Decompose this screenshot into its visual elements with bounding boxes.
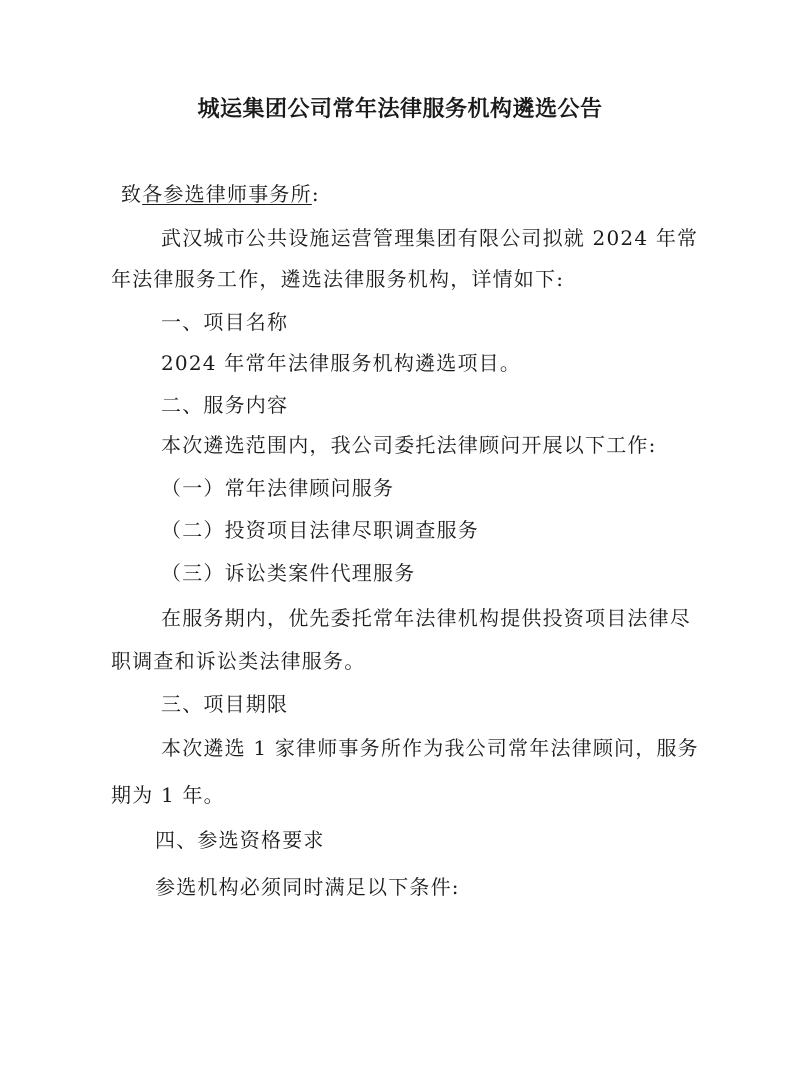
section-2-note-line-1: 在服务期内，优先委托常年法律机构提供投资项目法律尽 — [161, 606, 691, 630]
salutation-colon: : — [311, 182, 320, 206]
salutation-prefix: 致 — [121, 182, 143, 206]
section-1-heading: 一、项目名称 — [161, 310, 289, 334]
intro-line-2: 年法律服务工作，遴选法律服务机构，详情如下: — [111, 267, 565, 291]
section-2-intro: 本次遴选范围内，我公司委托法律顾问开展以下工作: — [161, 433, 657, 457]
section-3-line-1: 本次遴选 1 家律师事务所作为我公司常年法律顾问，服务 — [161, 736, 699, 760]
section-3-line-2: 期为 1 年。 — [111, 783, 225, 807]
section-2-item-3: （三）诉讼类案件代理服务 — [161, 561, 416, 585]
section-4-body: 参选机构必须同时满足以下条件: — [155, 875, 460, 899]
section-2-item-2: （二）投资项目法律尽职调查服务 — [161, 518, 479, 542]
salutation — [121, 181, 320, 207]
section-2-heading: 二、服务内容 — [161, 393, 289, 417]
section-1-body: 2024 年常年法律服务机构遴选项目。 — [161, 351, 522, 375]
document-title: 城运集团公司常年法律服务机构遴选公告 — [197, 96, 603, 122]
section-2-item-1: （一）常年法律顾问服务 — [161, 476, 395, 500]
section-2-note-line-2: 职调查和诉讼类法律服务。 — [111, 649, 366, 673]
salutation-recipient: 各参选律师事务所 — [142, 182, 312, 206]
intro-line-1: 武汉城市公共设施运营管理集团有限公司拟就 2024 年常 — [161, 226, 699, 250]
section-3-heading: 三、项目期限 — [161, 692, 289, 716]
section-4-heading: 四、参选资格要求 — [155, 828, 325, 852]
